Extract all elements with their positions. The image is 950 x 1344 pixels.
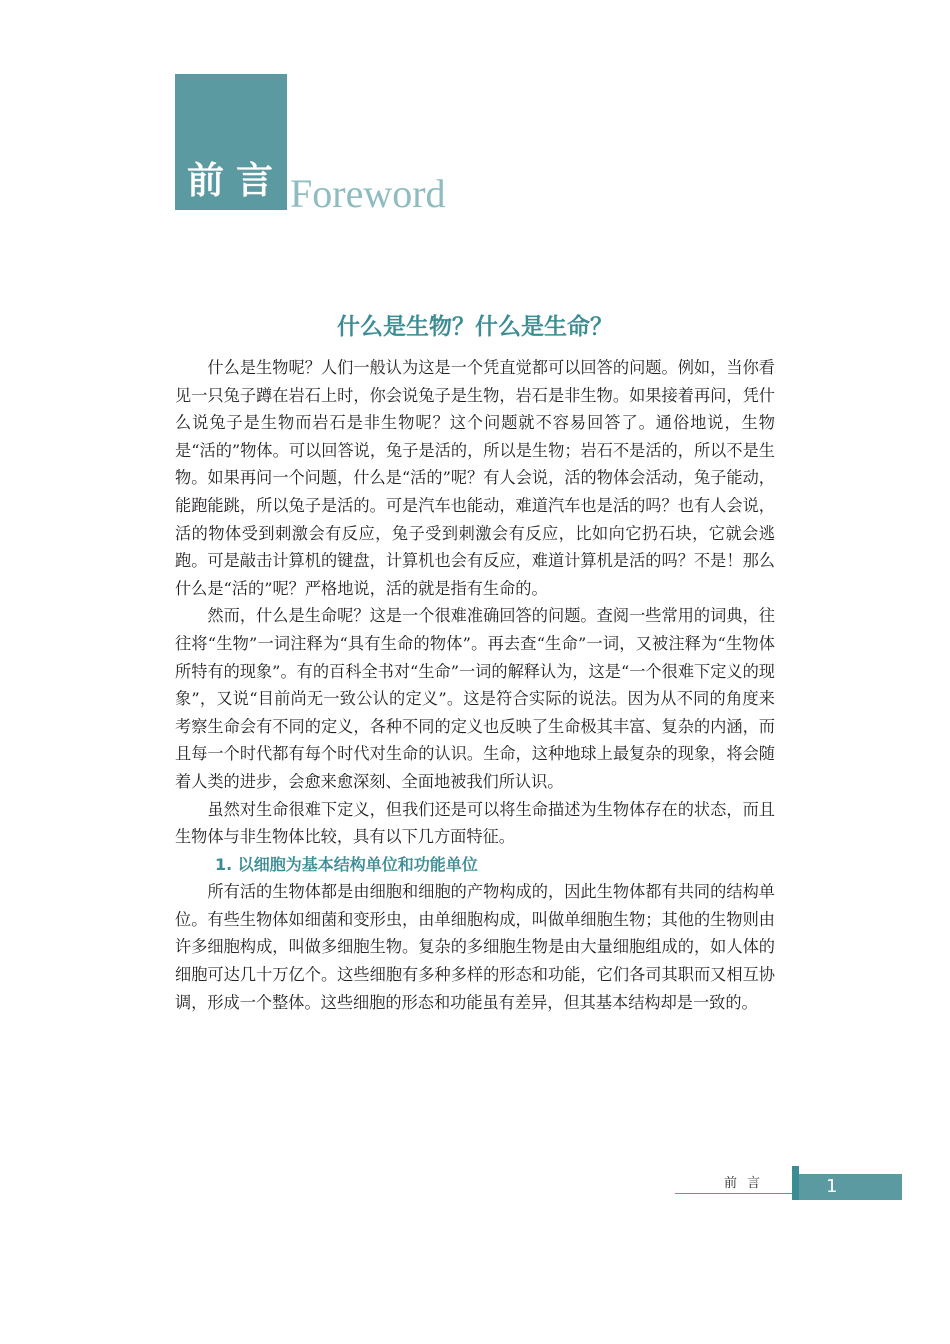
footer-page-box: [799, 1174, 902, 1200]
footer-accent-bar: [792, 1166, 799, 1200]
body-text: [175, 354, 775, 1016]
paragraph: 什么是生物呢？人们一般认为这是一个凭直觉都可以回答的问题。例如，当你看见一只兔子蹲在岩石上时，你会说兔子是生物，岩石是非生物。如果接着再问，凭什么说兔子是生物而岩石是非生物呢？这个问题就不容易回答了。通俗地说，生物是“活的”物体。可以回答说，兔子是活的，所以是生物；岩石不是活的，所以不是生物。如果再问一个问题，什么是“活的”呢？有人会说，活的物体会活动，兔子能动，能跑能跳，所以兔子是活的。可是汽车也能动，难道汽车也是活的吗？也有人会说，活的物体受到刺激会有反应，兔子受到刺激会有反应，比如向它扔石块，它就会逃跑。可是敲击计算机的键盘，计算机也会有反应，难道计算机是活的吗？不是！那么什么是“活的”呢？严格地说，活的就是指有生命的。: [175, 358, 775, 598]
section-heading: 什么是生物？什么是生命？: [337, 313, 613, 340]
paragraph: 然而，什么是生命呢？这是一个很难准确回答的问题。查阅一些常用的词典，往往将“生物”一词注释为“具有生命的物体”。再去查“生命”一词，又被注释为“生物体所特有的现象”。有的百科全书对“生命”一词的解释认为，这是“一个很难下定义的现象”，又说“目前尚无一致公认的定义”。这是符合实际的说法。因为从不同的角度来考察生命会有不同的定义，各种不同的定义也反映了生命极其丰富、复杂的内涵，而且每一个时代都有每个时代对生命的认识。生命，这种地球上最复杂的现象，将会随着人类的进步，会愈来愈深刻、全面地被我们所认识。: [175, 606, 775, 791]
footer-rule: [675, 1193, 792, 1194]
subheading: 1. 以细胞为基本结构单位和功能单位: [215, 854, 478, 874]
paragraph: 所有活的生物体都是由细胞和细胞的产物构成的，因此生物体都有共同的结构单位。有些生物体如细菌和变形虫，由单细胞构成，叫做单细胞生物；其他的生物则由许多细胞构成，叫做多细胞生物。复杂的多细胞生物是由大量细胞组成的，如人体的细胞可达几十万亿个。这些细胞有多种多样的形态和功能，它们各司其职而又相互协调，形成一个整体。这些细胞的形态和功能虽有差异，但其基本结构却是一致的。: [175, 882, 775, 1012]
footer-section-label: 前言: [724, 1176, 771, 1191]
paragraph: 虽然对生命很难下定义，但我们还是可以将生命描述为生物体存在的状态，而且生物体与非生物体比较，具有以下几方面特征。: [175, 799, 775, 847]
chapter-title: 前言: [187, 158, 285, 202]
page-number: 1: [826, 1176, 838, 1197]
chapter-subtitle: Foreword: [290, 171, 446, 216]
